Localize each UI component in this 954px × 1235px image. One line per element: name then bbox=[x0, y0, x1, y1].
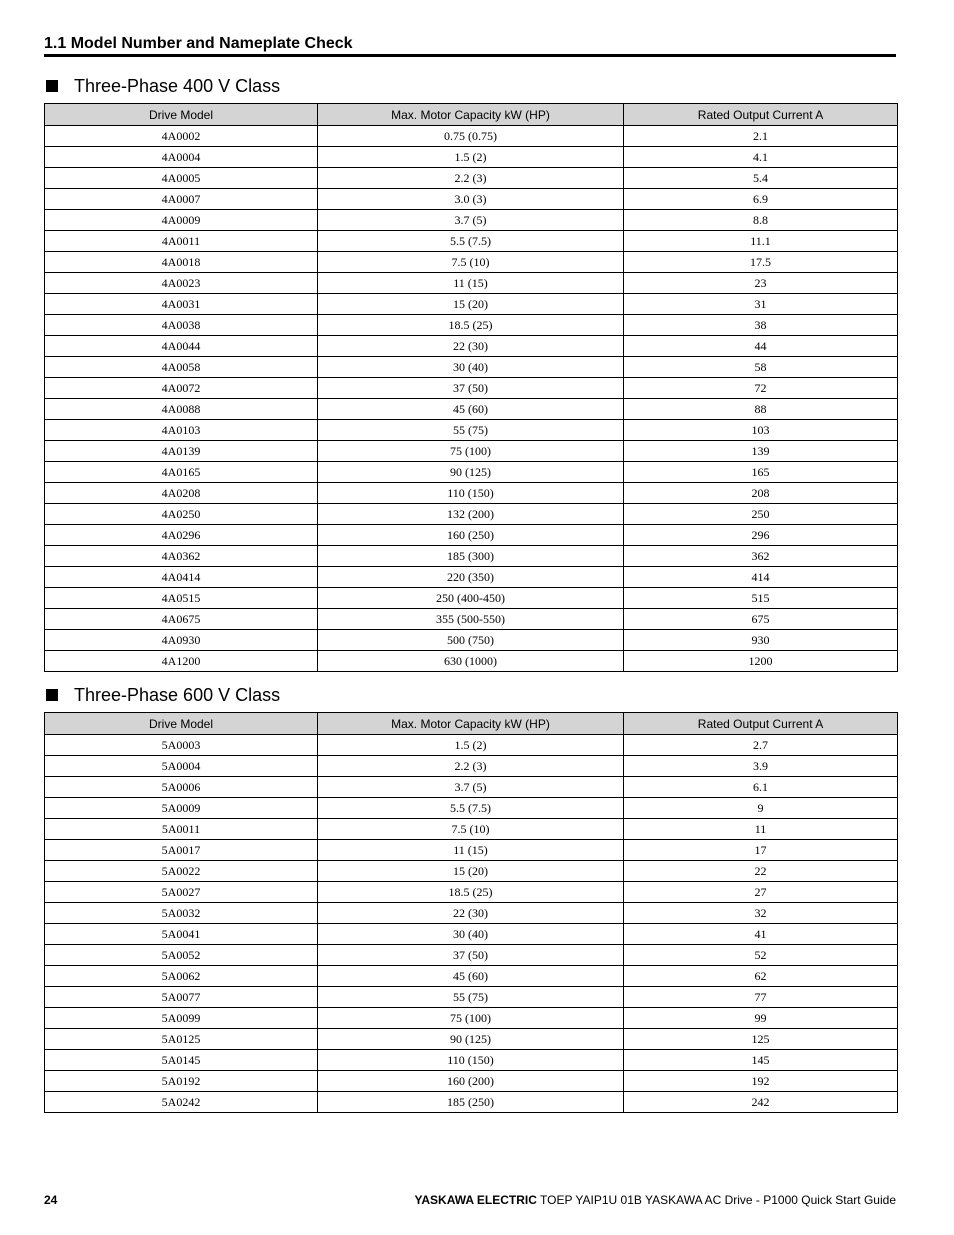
rated-current-cell: 362 bbox=[624, 546, 898, 567]
table-row bbox=[45, 525, 898, 546]
table-row bbox=[45, 819, 898, 840]
drive-model-cell: 5A0145 bbox=[45, 1050, 318, 1071]
drive-model-cell: 5A0099 bbox=[45, 1008, 318, 1029]
motor-capacity-cell: 75 (100) bbox=[318, 1008, 624, 1029]
motor-capacity-cell: 37 (50) bbox=[318, 945, 624, 966]
rated-current-cell: 208 bbox=[624, 483, 898, 504]
drive-model-cell: 4A0072 bbox=[45, 378, 318, 399]
drive-model-cell: 4A0139 bbox=[45, 441, 318, 462]
motor-capacity-cell: 1.5 (2) bbox=[318, 147, 624, 168]
table-row bbox=[45, 273, 898, 294]
motor-capacity-cell: 1.5 (2) bbox=[318, 735, 624, 756]
motor-capacity-cell: 2.2 (3) bbox=[318, 168, 624, 189]
table-row bbox=[45, 1008, 898, 1029]
drive-model-cell: 4A0004 bbox=[45, 147, 318, 168]
motor-capacity-cell: 15 (20) bbox=[318, 294, 624, 315]
table-row bbox=[45, 399, 898, 420]
table-400v-class bbox=[44, 103, 898, 672]
column-header-drive-model: Drive Model bbox=[45, 713, 318, 735]
drive-model-cell: 5A0032 bbox=[45, 903, 318, 924]
drive-model-cell: 4A0009 bbox=[45, 210, 318, 231]
drive-model-cell: 4A0023 bbox=[45, 273, 318, 294]
drive-model-cell: 5A0125 bbox=[45, 1029, 318, 1050]
drive-model-cell: 4A0362 bbox=[45, 546, 318, 567]
drive-model-cell: 4A0088 bbox=[45, 399, 318, 420]
table-row bbox=[45, 294, 898, 315]
column-header-drive-model: Drive Model bbox=[45, 104, 318, 126]
drive-model-cell: 5A0004 bbox=[45, 756, 318, 777]
table-row bbox=[45, 966, 898, 987]
rated-current-cell: 192 bbox=[624, 1071, 898, 1092]
rated-current-cell: 930 bbox=[624, 630, 898, 651]
rated-current-cell: 6.1 bbox=[624, 777, 898, 798]
drive-model-cell: 4A0414 bbox=[45, 567, 318, 588]
motor-capacity-cell: 30 (40) bbox=[318, 924, 624, 945]
drive-model-cell: 5A0003 bbox=[45, 735, 318, 756]
motor-capacity-cell: 45 (60) bbox=[318, 399, 624, 420]
section-title-text: Three-Phase 400 V Class bbox=[74, 76, 281, 96]
rated-current-cell: 3.9 bbox=[624, 756, 898, 777]
table-header-row bbox=[45, 713, 898, 735]
drive-model-cell: 4A0515 bbox=[45, 588, 318, 609]
drive-model-cell: 5A0077 bbox=[45, 987, 318, 1008]
table-row bbox=[45, 861, 898, 882]
motor-capacity-cell: 37 (50) bbox=[318, 378, 624, 399]
column-header-motor-capacity: Max. Motor Capacity kW (HP) bbox=[318, 713, 624, 735]
table-row bbox=[45, 1071, 898, 1092]
motor-capacity-cell: 500 (750) bbox=[318, 630, 624, 651]
motor-capacity-cell: 160 (200) bbox=[318, 1071, 624, 1092]
column-header-rated-current: Rated Output Current A bbox=[624, 713, 898, 735]
rated-current-cell: 296 bbox=[624, 525, 898, 546]
table-row bbox=[45, 483, 898, 504]
table-row bbox=[45, 903, 898, 924]
motor-capacity-cell: 22 (30) bbox=[318, 903, 624, 924]
drive-model-cell: 4A0296 bbox=[45, 525, 318, 546]
motor-capacity-cell: 55 (75) bbox=[318, 987, 624, 1008]
section-title-600v bbox=[44, 685, 896, 705]
column-header-rated-current: Rated Output Current A bbox=[624, 104, 898, 126]
table-row bbox=[45, 630, 898, 651]
drive-model-cell: 4A0208 bbox=[45, 483, 318, 504]
drive-model-cell: 4A0011 bbox=[45, 231, 318, 252]
rated-current-cell: 145 bbox=[624, 1050, 898, 1071]
motor-capacity-cell: 18.5 (25) bbox=[318, 315, 624, 336]
table-row bbox=[45, 126, 898, 147]
motor-capacity-cell: 11 (15) bbox=[318, 273, 624, 294]
table-header-row bbox=[45, 104, 898, 126]
rated-current-cell: 8.8 bbox=[624, 210, 898, 231]
motor-capacity-cell: 7.5 (10) bbox=[318, 819, 624, 840]
table-row bbox=[45, 147, 898, 168]
rated-current-cell: 38 bbox=[624, 315, 898, 336]
rated-current-cell: 675 bbox=[624, 609, 898, 630]
rated-current-cell: 58 bbox=[624, 357, 898, 378]
table-row bbox=[45, 546, 898, 567]
footer-doc-text: TOEP YAIP1U 01B YASKAWA AC Drive - P1000 Quick Start Guide bbox=[536, 1193, 896, 1207]
drive-model-cell: 5A0011 bbox=[45, 819, 318, 840]
table-row bbox=[45, 210, 898, 231]
drive-model-cell: 4A1200 bbox=[45, 651, 318, 672]
motor-capacity-cell: 355 (500-550) bbox=[318, 609, 624, 630]
drive-model-cell: 5A0041 bbox=[45, 924, 318, 945]
drive-model-cell: 5A0009 bbox=[45, 798, 318, 819]
table-row bbox=[45, 777, 898, 798]
motor-capacity-cell: 185 (300) bbox=[318, 546, 624, 567]
table-row bbox=[45, 231, 898, 252]
drive-model-cell: 4A0007 bbox=[45, 189, 318, 210]
square-bullet-icon bbox=[46, 80, 58, 92]
motor-capacity-cell: 90 (125) bbox=[318, 1029, 624, 1050]
motor-capacity-cell: 110 (150) bbox=[318, 483, 624, 504]
rated-current-cell: 165 bbox=[624, 462, 898, 483]
table-row bbox=[45, 987, 898, 1008]
motor-capacity-cell: 18.5 (25) bbox=[318, 882, 624, 903]
table-row bbox=[45, 1050, 898, 1071]
table-row bbox=[45, 336, 898, 357]
rated-current-cell: 52 bbox=[624, 945, 898, 966]
rated-current-cell: 72 bbox=[624, 378, 898, 399]
drive-model-cell: 5A0017 bbox=[45, 840, 318, 861]
rated-current-cell: 17 bbox=[624, 840, 898, 861]
drive-model-cell: 5A0022 bbox=[45, 861, 318, 882]
rated-current-cell: 41 bbox=[624, 924, 898, 945]
motor-capacity-cell: 185 (250) bbox=[318, 1092, 624, 1113]
table-row bbox=[45, 441, 898, 462]
rated-current-cell: 11.1 bbox=[624, 231, 898, 252]
motor-capacity-cell: 3.0 (3) bbox=[318, 189, 624, 210]
drive-model-cell: 5A0006 bbox=[45, 777, 318, 798]
drive-model-cell: 4A0044 bbox=[45, 336, 318, 357]
table-row bbox=[45, 945, 898, 966]
motor-capacity-cell: 3.7 (5) bbox=[318, 777, 624, 798]
motor-capacity-cell: 630 (1000) bbox=[318, 651, 624, 672]
drive-model-cell: 5A0052 bbox=[45, 945, 318, 966]
drive-model-cell: 4A0103 bbox=[45, 420, 318, 441]
rated-current-cell: 17.5 bbox=[624, 252, 898, 273]
table-row bbox=[45, 651, 898, 672]
motor-capacity-cell: 160 (250) bbox=[318, 525, 624, 546]
square-bullet-icon bbox=[46, 689, 58, 701]
drive-model-cell: 4A0250 bbox=[45, 504, 318, 525]
rated-current-cell: 31 bbox=[624, 294, 898, 315]
motor-capacity-cell: 45 (60) bbox=[318, 966, 624, 987]
drive-model-cell: 4A0005 bbox=[45, 168, 318, 189]
footer-brand: YASKAWA ELECTRIC bbox=[414, 1193, 537, 1207]
motor-capacity-cell: 30 (40) bbox=[318, 357, 624, 378]
table-row bbox=[45, 252, 898, 273]
section-title-400v bbox=[44, 76, 896, 96]
rated-current-cell: 27 bbox=[624, 882, 898, 903]
table-row bbox=[45, 840, 898, 861]
drive-model-cell: 5A0242 bbox=[45, 1092, 318, 1113]
table-row bbox=[45, 588, 898, 609]
table-row bbox=[45, 882, 898, 903]
drive-model-cell: 4A0058 bbox=[45, 357, 318, 378]
drive-model-cell: 4A0002 bbox=[45, 126, 318, 147]
rated-current-cell: 2.7 bbox=[624, 735, 898, 756]
motor-capacity-cell: 2.2 (3) bbox=[318, 756, 624, 777]
rated-current-cell: 44 bbox=[624, 336, 898, 357]
rated-current-cell: 139 bbox=[624, 441, 898, 462]
drive-model-cell: 4A0031 bbox=[45, 294, 318, 315]
column-header-motor-capacity: Max. Motor Capacity kW (HP) bbox=[318, 104, 624, 126]
table-row bbox=[45, 798, 898, 819]
rated-current-cell: 1200 bbox=[624, 651, 898, 672]
rated-current-cell: 6.9 bbox=[624, 189, 898, 210]
rated-current-cell: 414 bbox=[624, 567, 898, 588]
table-row bbox=[45, 924, 898, 945]
page-header-title: 1.1 Model Number and Nameplate Check bbox=[44, 35, 896, 57]
motor-capacity-cell: 22 (30) bbox=[318, 336, 624, 357]
motor-capacity-cell: 90 (125) bbox=[318, 462, 624, 483]
drive-model-cell: 5A0062 bbox=[45, 966, 318, 987]
drive-model-cell: 4A0930 bbox=[45, 630, 318, 651]
drive-model-cell: 4A0018 bbox=[45, 252, 318, 273]
footer-doc-info bbox=[414, 1193, 896, 1207]
drive-model-cell: 4A0675 bbox=[45, 609, 318, 630]
rated-current-cell: 242 bbox=[624, 1092, 898, 1113]
rated-current-cell: 77 bbox=[624, 987, 898, 1008]
motor-capacity-cell: 7.5 (10) bbox=[318, 252, 624, 273]
motor-capacity-cell: 5.5 (7.5) bbox=[318, 231, 624, 252]
drive-model-cell: 5A0027 bbox=[45, 882, 318, 903]
table-row bbox=[45, 420, 898, 441]
page-number: 24 bbox=[44, 1193, 58, 1207]
motor-capacity-cell: 132 (200) bbox=[318, 504, 624, 525]
table-row bbox=[45, 378, 898, 399]
table-row bbox=[45, 735, 898, 756]
rated-current-cell: 22 bbox=[624, 861, 898, 882]
drive-model-cell: 5A0192 bbox=[45, 1071, 318, 1092]
rated-current-cell: 11 bbox=[624, 819, 898, 840]
rated-current-cell: 125 bbox=[624, 1029, 898, 1050]
table-row bbox=[45, 357, 898, 378]
rated-current-cell: 99 bbox=[624, 1008, 898, 1029]
rated-current-cell: 32 bbox=[624, 903, 898, 924]
motor-capacity-cell: 15 (20) bbox=[318, 861, 624, 882]
motor-capacity-cell: 110 (150) bbox=[318, 1050, 624, 1071]
table-row bbox=[45, 756, 898, 777]
rated-current-cell: 9 bbox=[624, 798, 898, 819]
table-row bbox=[45, 168, 898, 189]
rated-current-cell: 250 bbox=[624, 504, 898, 525]
rated-current-cell: 515 bbox=[624, 588, 898, 609]
section-title-text: Three-Phase 600 V Class bbox=[74, 685, 281, 705]
table-row bbox=[45, 1092, 898, 1113]
motor-capacity-cell: 250 (400-450) bbox=[318, 588, 624, 609]
table-row bbox=[45, 567, 898, 588]
motor-capacity-cell: 220 (350) bbox=[318, 567, 624, 588]
rated-current-cell: 23 bbox=[624, 273, 898, 294]
rated-current-cell: 5.4 bbox=[624, 168, 898, 189]
motor-capacity-cell: 5.5 (7.5) bbox=[318, 798, 624, 819]
motor-capacity-cell: 11 (15) bbox=[318, 840, 624, 861]
rated-current-cell: 103 bbox=[624, 420, 898, 441]
drive-model-cell: 4A0038 bbox=[45, 315, 318, 336]
table-row bbox=[45, 315, 898, 336]
table-row bbox=[45, 504, 898, 525]
drive-model-cell: 4A0165 bbox=[45, 462, 318, 483]
rated-current-cell: 62 bbox=[624, 966, 898, 987]
motor-capacity-cell: 0.75 (0.75) bbox=[318, 126, 624, 147]
motor-capacity-cell: 55 (75) bbox=[318, 420, 624, 441]
table-row bbox=[45, 1029, 898, 1050]
motor-capacity-cell: 75 (100) bbox=[318, 441, 624, 462]
table-row bbox=[45, 609, 898, 630]
table-600v-class bbox=[44, 712, 898, 1113]
table-row bbox=[45, 189, 898, 210]
table-row bbox=[45, 462, 898, 483]
rated-current-cell: 2.1 bbox=[624, 126, 898, 147]
rated-current-cell: 88 bbox=[624, 399, 898, 420]
rated-current-cell: 4.1 bbox=[624, 147, 898, 168]
motor-capacity-cell: 3.7 (5) bbox=[318, 210, 624, 231]
